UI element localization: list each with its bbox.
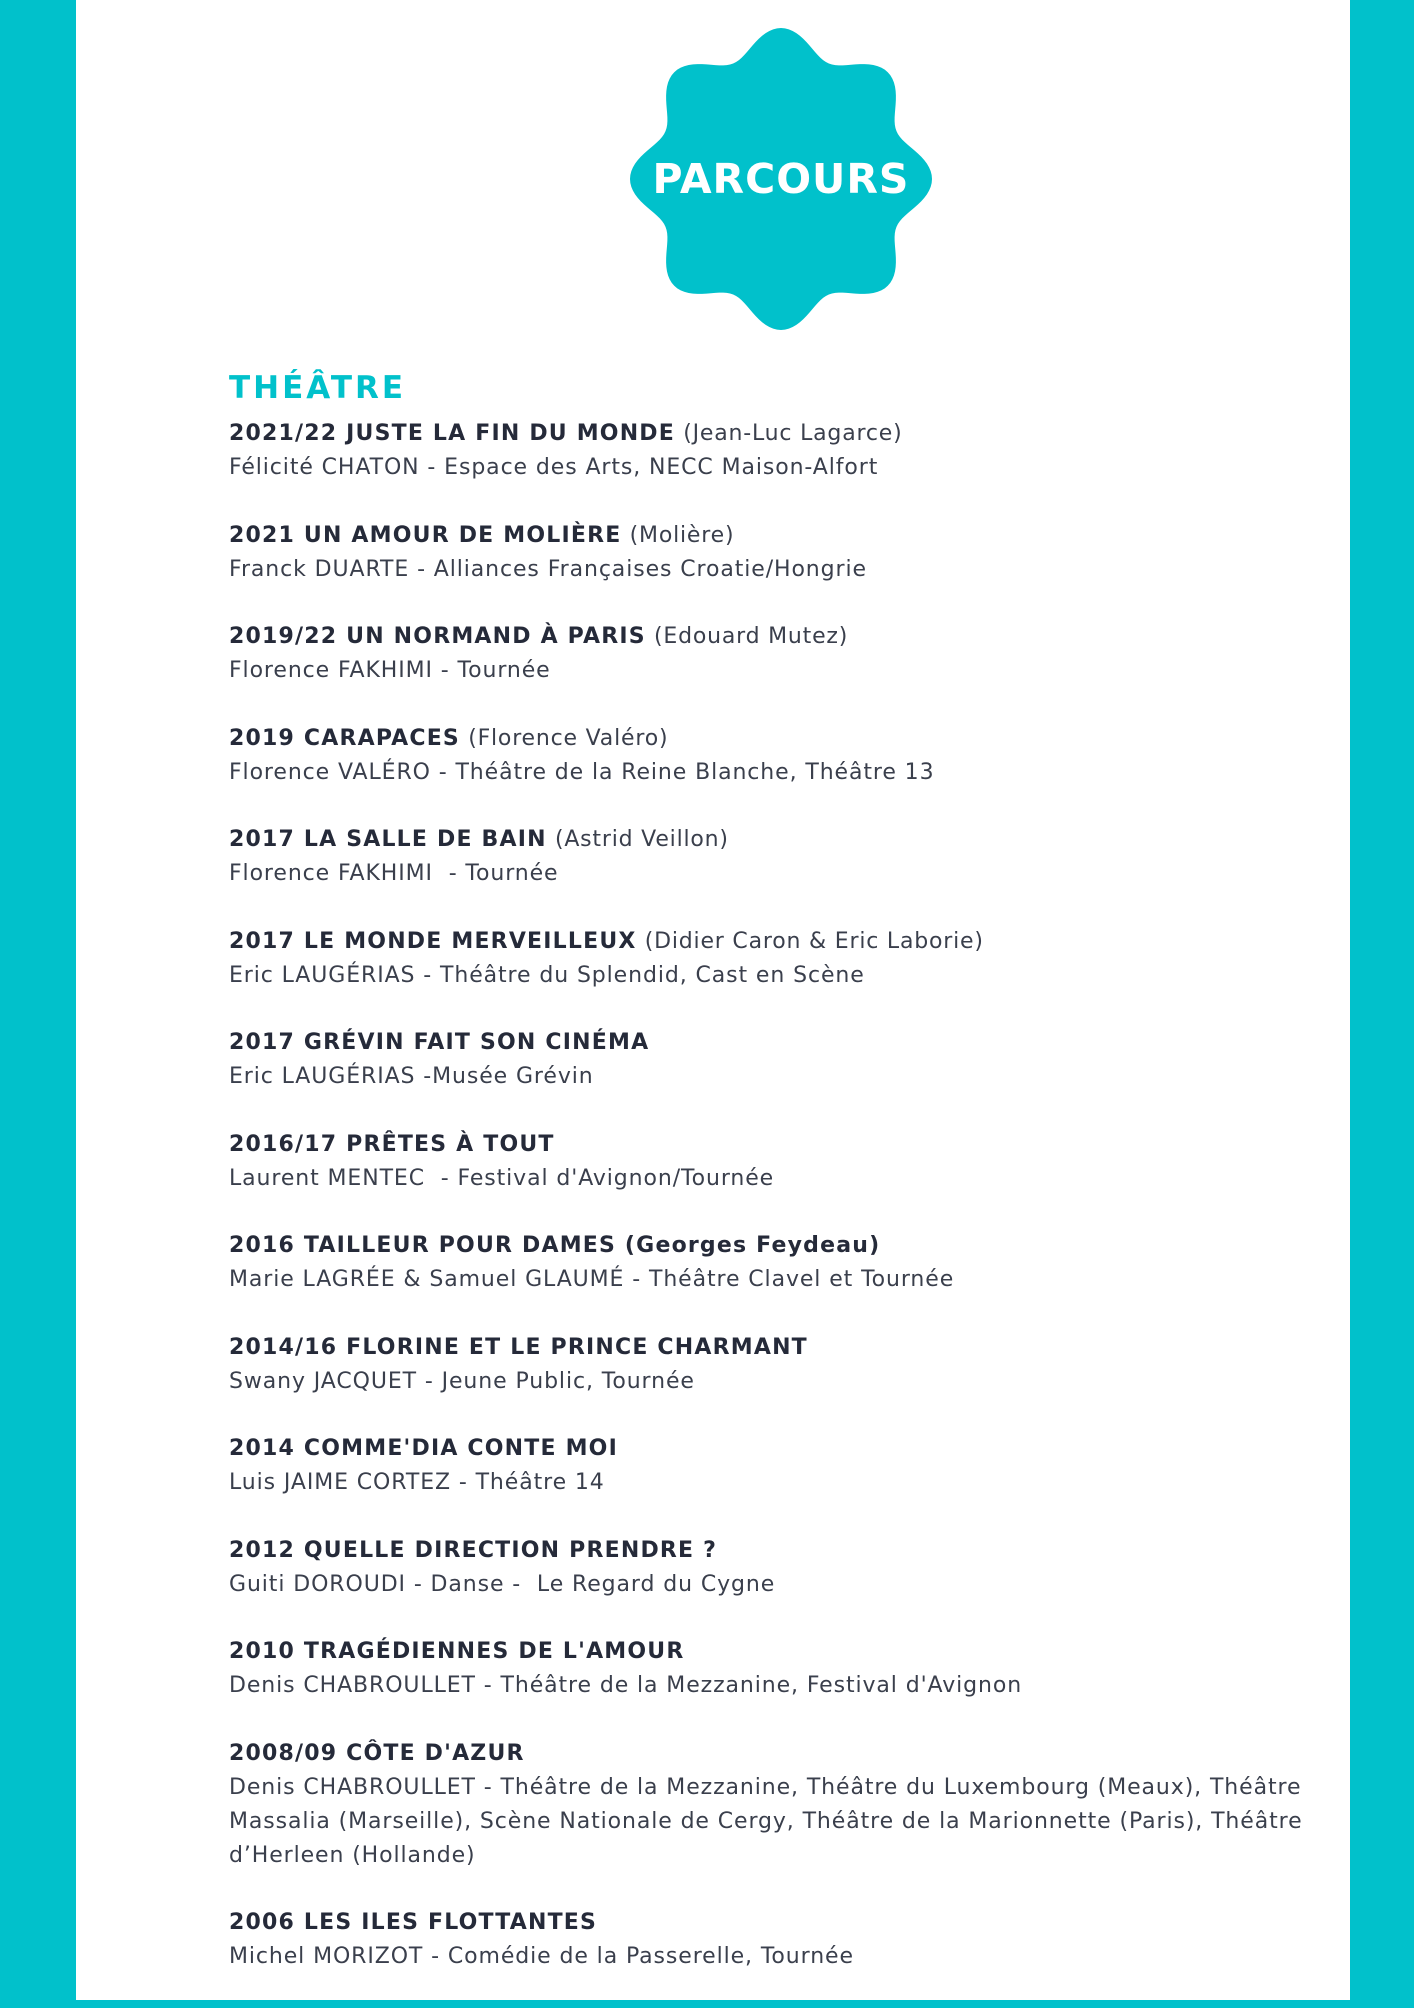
entry-heading (229, 1331, 1359, 1365)
entry-title: 2017 GRÉVIN FAIT SON CINÉMA (229, 1030, 650, 1055)
list-item (229, 1432, 1359, 1500)
list-item (229, 722, 1359, 790)
entry-author: (Astrid Veillon) (554, 827, 729, 852)
entry-title: 2014/16 FLORINE ET LE PRINCE CHARMANT (229, 1334, 808, 1360)
entry-title: 2010 TRAGÉDIENNES DE L'AMOUR (229, 1639, 685, 1664)
entry-author: (Edouard Mutez) (653, 624, 849, 649)
entry-author: (Florence Valéro) (468, 725, 669, 751)
list-item (229, 1128, 1359, 1196)
list-item (229, 1906, 1359, 1974)
entry-title: 2019 CARAPACES (229, 725, 460, 751)
entry-heading (229, 1534, 1359, 1568)
page-title: PARCOURS (652, 155, 910, 203)
entry-heading (229, 925, 1359, 959)
entry-detail: Florence FAKHIMI - Tournée (229, 861, 559, 886)
entry-title: 2006 LES ILES FLOTTANTES (229, 1910, 598, 1935)
section-title: THÉÂTRE (229, 370, 407, 406)
entry-heading (229, 620, 1359, 654)
entry-author: (Molière) (629, 522, 735, 548)
entry-title: 2017 LE MONDE MERVEILLEUX (229, 928, 637, 954)
entry-heading (229, 1737, 1359, 1771)
entry-heading (229, 1432, 1359, 1466)
entry-title: 2019/22 UN NORMAND À PARIS (229, 624, 646, 649)
list-item (229, 1026, 1359, 1094)
cv-page (76, 0, 1350, 2000)
entry-heading (229, 823, 1359, 857)
entry-detail: Michel MORIZOT - Comédie de la Passerelle, Tournée (229, 1944, 854, 1969)
list-item (229, 925, 1359, 993)
entry-title: 2021 UN AMOUR DE MOLIÈRE (229, 522, 622, 548)
entry-detail: Florence FAKHIMI - Tournée (229, 658, 551, 683)
entry-detail: Luis JAIME CORTEZ - Théâtre 14 (229, 1470, 605, 1495)
entry-heading (229, 519, 1359, 553)
entry-title: 2014 COMME'DIA CONTE MOI (229, 1436, 618, 1461)
entry-title: 2016/17 PRÊTES À TOUT (229, 1131, 555, 1157)
entry-title: 2017 LA SALLE DE BAIN (229, 827, 547, 852)
list-item (229, 823, 1359, 891)
entry-heading (229, 1128, 1359, 1162)
entry-title: 2012 QUELLE DIRECTION PRENDRE ? (229, 1537, 718, 1563)
entry-heading (229, 1906, 1359, 1940)
entry-title: 2021/22 JUSTE LA FIN DU MONDE (229, 421, 676, 446)
entry-title: 2016 TAILLEUR POUR DAMES (Georges Feydeau) (229, 1233, 881, 1258)
entry-heading (229, 1635, 1359, 1669)
entry-detail: Marie LAGRÉE & Samuel GLAUMÉ - Théâtre Clavel et Tournée (229, 1267, 955, 1292)
entry-title: 2008/09 CÔTE D'AZUR (229, 1740, 525, 1766)
entry-detail: Guiti DOROUDI - Danse - Le Regard du Cygne (229, 1571, 776, 1597)
entry-detail: Félicité CHATON - Espace des Arts, NECC Maison-Alfort (229, 455, 879, 480)
list-item (229, 1635, 1359, 1703)
parcours-badge (630, 28, 932, 330)
entry-author: (Jean-Luc Lagarce) (683, 421, 903, 446)
list-item (229, 620, 1359, 688)
entry-detail: Swany JACQUET - Jeune Public, Tournée (229, 1368, 695, 1394)
list-item (229, 1229, 1359, 1297)
list-item (229, 519, 1359, 587)
list-item (229, 417, 1359, 485)
entry-detail: Denis CHABROULLET - Théâtre de la Mezzanine, Festival d'Avignon (229, 1673, 1023, 1698)
entry-heading (229, 722, 1359, 756)
list-item (229, 1737, 1359, 1873)
entry-detail: Eric LAUGÉRIAS - Théâtre du Splendid, Cast en Scène (229, 962, 865, 988)
entry-heading (229, 417, 1359, 451)
entry-detail: Florence VALÉRO - Théâtre de la Reine Blanche, Théâtre 13 (229, 759, 935, 785)
entry-detail: Eric LAUGÉRIAS -Musée Grévin (229, 1064, 594, 1089)
entry-list (229, 417, 1359, 2008)
list-item (229, 1534, 1359, 1602)
entry-detail: Laurent MENTEC - Festival d'Avignon/Tournée (229, 1165, 775, 1191)
entry-detail: Denis CHABROULLET - Théâtre de la Mezzanine, Théâtre du Luxembourg (Meaux), Théâtre Massalia (Marseille), Scène Nationale de Cergy, Théâtre de la Marionnette (Paris), Théâtre d’Herleen (Hollande) (229, 1774, 1303, 1868)
entry-heading (229, 1026, 1359, 1060)
entry-heading (229, 1229, 1359, 1263)
entry-detail: Franck DUARTE - Alliances Françaises Croatie/Hongrie (229, 556, 867, 582)
list-item (229, 1331, 1359, 1399)
entry-author: (Didier Caron & Eric Laborie) (644, 928, 984, 954)
